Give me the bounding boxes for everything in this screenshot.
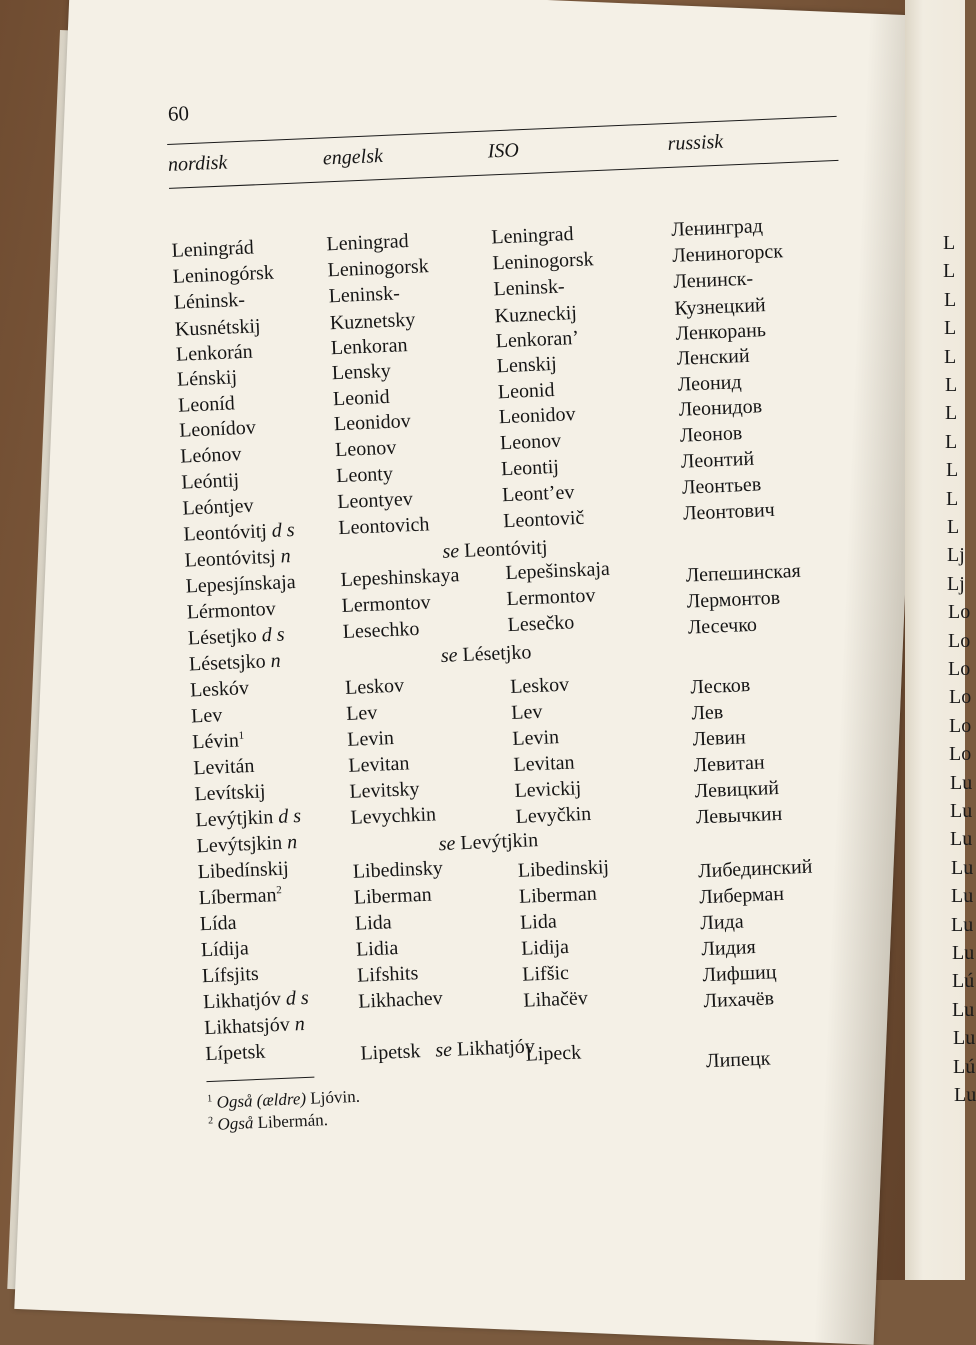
entry-engelsk: Liberman [353,883,433,909]
entry-russisk: Лениногорск [671,240,784,267]
nordisk-term: Lenkorán [175,340,254,366]
entry-russisk: Ленкорань [675,319,767,345]
see-reference [440,641,531,668]
facing-page-fragment: Lo [948,629,971,652]
facing-page-fragment: Lu [952,942,975,964]
nordisk-term: Leonídov [178,416,257,442]
entry-russisk: Ленинск- [672,267,754,293]
nordisk-term: Levítskij [193,780,266,806]
entry-iso: Leninsk- [493,275,566,301]
facing-page-fragment: L [946,487,959,510]
entry-engelsk: Leskov [344,674,405,699]
usage-tag: n [280,545,292,568]
entry-russisk: Лесков [689,674,751,699]
entry-iso: Liberman [518,882,598,908]
entry-russisk: Левин [692,726,747,751]
column-header-russisk: russisk [667,130,724,155]
entry-russisk: Либерман [698,882,785,909]
nordisk-term: Líberman [198,884,277,910]
entry-nordisk [179,417,257,443]
entry-russisk: Липецк [705,1047,771,1073]
column-header-iso: ISO [487,139,520,163]
entry-nordisk [196,831,297,858]
facing-page-fragment: Lo [949,743,972,766]
see-target: Lésetjko [457,641,532,667]
see-target: Likhatjóv [451,1035,536,1061]
entry-engelsk: Lepeshinskaya [340,564,460,592]
facing-page-fragment: Lj [947,572,965,595]
entry-iso: Levickij [514,777,582,802]
entry-nordisk [192,729,245,754]
facing-page-fragment: Lu [951,913,974,936]
entry-nordisk [172,262,274,289]
entry-russisk: Лермонтов [686,586,781,613]
facing-page-fragment: L [946,459,959,482]
see-reference [438,829,538,856]
entry-russisk: Кузнецкий [674,294,767,320]
entry-iso: Lihačëv [522,987,589,1012]
footnote [207,1087,360,1113]
entry-nordisk [184,545,291,572]
entry-russisk: Лифшиц [701,961,777,987]
entry-russisk: Левицкий [694,776,780,803]
entry-iso: Leonov [499,429,562,455]
entry-engelsk: Lifshits [356,962,419,987]
facing-page-fragment: Lú [952,970,975,993]
entry-iso: Lenskij [496,352,558,378]
nordisk-term: Likhatjóv [202,987,282,1014]
entry-nordisk [185,571,296,599]
usage-tag: n [286,831,298,854]
usage-tag: n [270,649,282,673]
entry-nordisk [203,987,309,1014]
entry-nordisk [201,937,250,962]
entry-nordisk [191,704,223,728]
facing-page-fragment: Lu [950,828,973,851]
entry-iso: Levin [511,726,560,751]
facing-page-fragment: Lu [954,1084,976,1106]
page-content [165,63,899,1151]
entry-engelsk: Likhachev [357,987,444,1013]
nordisk-term: Leninogórsk [172,261,275,288]
entry-engelsk: Kuznetsky [329,308,416,335]
entry-nordisk [182,495,254,521]
entry-iso: Leninogorsk [492,248,594,275]
facing-page-fragment: Lú [953,1055,976,1078]
facing-page-fragment: Lu [951,856,974,879]
entry-engelsk: Lermontov [341,591,431,618]
see-keyword: se [440,644,458,667]
entry-engelsk: Lesechko [342,617,420,644]
entry-nordisk [190,677,250,702]
entry-nordisk [187,623,285,650]
facing-page-fragment: Lu [953,1027,976,1050]
facing-page-fragment: L [945,430,958,453]
nordisk-term: Lífsjits [201,962,260,988]
entry-engelsk: Levitsky [349,777,420,803]
see-keyword: se [438,832,456,856]
facing-page-fragment: Lo [949,714,972,737]
entry-iso: Lifšic [521,961,570,986]
nordisk-term: Lípetsk [204,1040,266,1066]
usage-tag: d s [285,986,310,1010]
facing-page-fragment: Lo [948,658,971,680]
entry-russisk: Леонов [679,422,743,447]
entry-iso: Lev [510,700,543,725]
nordisk-term: Lévin [191,729,240,754]
entry-nordisk [175,315,261,342]
entry-iso: Lesečko [507,611,575,637]
footnote-text: Ljóvin. [309,1086,361,1108]
see-keyword: se [442,540,460,563]
see-target: Leontóvitj [458,536,548,563]
entry-russisk: Лепешинская [685,559,802,587]
entry-engelsk: Levitan [347,752,410,777]
nordisk-term: Levitán [192,754,255,780]
footnote-marker: 2 [276,884,283,897]
entry-russisk: Лев [691,701,724,725]
entry-engelsk: Leonov [334,436,397,462]
entry-engelsk: Lidia [355,936,399,961]
entry-russisk: Лида [699,910,745,935]
footnote-label: Også (ældre) [211,1088,311,1112]
column-header-engelsk: engelsk [322,144,384,170]
facing-page-fragment: Lo [948,601,971,624]
entry-nordisk [186,598,276,625]
entry-iso: Leningrad [490,223,574,249]
entry-russisk: Ленинград [670,215,764,241]
footnote [208,1110,328,1135]
entry-russisk: Леонид [677,371,743,396]
entry-engelsk: Leonid [332,385,391,411]
entry-nordisk [181,469,240,494]
facing-page-fragment: Lu [951,885,974,908]
see-keyword: se [434,1038,453,1062]
nordisk-term: Leontóvitj [183,520,268,546]
entry-nordisk [177,366,238,391]
nordisk-term: Léninsk- [173,288,246,314]
nordisk-term: Leontóvitsj [184,545,277,572]
entry-russisk: Лихачёв [703,987,775,1013]
entry-russisk: Либединский [697,855,813,883]
entry-nordisk [189,650,282,677]
entry-nordisk [198,884,282,910]
entry-iso: Kuzneckij [494,301,578,328]
entry-iso: Lepešinskaja [504,557,611,585]
facing-page-fragment: Lu [952,998,975,1021]
entry-russisk: Лидия [700,936,757,961]
entry-russisk: Лесечко [687,613,758,639]
entry-russisk: Леонтьев [681,473,762,499]
nordisk-term: Leningrád [171,236,255,262]
entry-iso: Lenkoran’ [495,326,580,353]
facing-page-fragment: L [943,260,956,283]
facing-page-fragment: Lu [950,771,973,794]
entry-iso: Leontovič [502,506,585,533]
entry-russisk: Левитан [693,751,766,777]
entry-nordisk [176,341,254,367]
nordisk-term: Libedínskij [197,857,290,884]
entry-iso: Lipeck [525,1041,582,1066]
entry-nordisk [199,912,237,937]
header-rule-bottom [169,160,838,189]
entry-nordisk [173,289,245,315]
facing-page [905,0,976,1280]
nordisk-term: Levýtsjkin [196,831,283,858]
facing-page-fragment: L [944,288,957,311]
entry-engelsk: Lenkoran [330,334,408,360]
entry-engelsk: Lev [345,701,378,725]
entry-iso: Lidija [520,935,570,960]
column-header-nordisk: nordisk [167,151,228,176]
entry-engelsk: Leninogorsk [327,255,430,282]
nordisk-term: Levýtjkin [195,806,274,832]
entry-russisk: Ленский [676,344,751,370]
entry-engelsk: Leonty [335,462,394,488]
entry-nordisk [171,236,254,262]
entry-engelsk: Leontovich [337,513,430,540]
see-reference [435,1035,535,1062]
entry-iso: Libedinskij [517,856,610,882]
nordisk-term: Leóntjev [182,494,254,520]
entry-nordisk [180,443,242,469]
entry-engelsk: Lensky [331,359,392,385]
footnote-number: 1 [206,1093,213,1105]
entry-nordisk [194,780,266,806]
entry-nordisk [204,1013,305,1040]
nordisk-term: Leóntij [180,469,240,494]
entry-iso: Levyčkin [515,802,592,828]
entry-engelsk: Leontyev [336,487,414,514]
entry-russisk: Левычкин [695,802,783,829]
entry-engelsk: Levin [346,726,395,751]
nordisk-term: Kusnétskij [174,315,261,341]
facing-page-fragment: L [943,232,956,254]
nordisk-term: Lésetjko [187,624,258,650]
entry-iso: Lermontov [506,584,596,611]
usage-tag: d s [277,804,302,828]
see-reference [442,536,548,563]
footnote-rule [206,1077,314,1083]
entry-nordisk [202,963,260,988]
entry-russisk: Леонтович [682,498,776,525]
entry-iso: Lida [519,910,558,934]
footnote-label: Også [212,1113,259,1134]
nordisk-term: Lídija [200,937,250,962]
footnote-marker: 1 [238,729,245,742]
entry-engelsk: Libedinsky [352,857,444,883]
see-target: Levýtjkin [454,829,539,855]
nordisk-term: Lída [199,911,237,936]
nordisk-term: Leoníd [177,392,236,417]
entry-iso: Leonid [497,378,555,404]
footnote-number: 2 [207,1115,214,1127]
nordisk-term: Leskóv [189,677,250,702]
page-number: 60 [167,101,190,126]
entry-engelsk: Lida [354,911,393,935]
usage-tag: d s [271,518,296,542]
usage-tag: n [294,1012,306,1036]
entry-nordisk [178,392,236,417]
nordisk-term: Lésetsjko [188,650,267,676]
nordisk-term: Lev [190,704,223,728]
nordisk-term: Leónov [179,443,242,468]
nordisk-term: Lénskij [176,366,238,391]
facing-page-fragment: L [944,345,957,368]
entry-iso: Levitan [513,751,575,776]
entry-nordisk [197,858,289,885]
entry-engelsk: Lipetsk [359,1040,421,1065]
entry-engelsk: Leningrad [326,229,410,256]
entry-iso: Leskov [509,673,570,699]
entry-iso: Leont’ev [501,481,575,507]
nordisk-term: Lepesjínskaja [185,570,297,598]
facing-page-fragment: Lu [950,800,973,822]
facing-page-fragment: Lo [949,686,972,709]
entry-engelsk: Levychkin [350,803,437,829]
entry-nordisk [195,805,301,832]
facing-page-fragment: Lj [947,544,965,567]
entry-nordisk [193,755,255,781]
facing-page-fragment: L [945,374,958,396]
entry-iso: Leonidov [498,403,576,429]
facing-page-fragment: L [944,317,957,340]
entry-russisk: Леонтий [680,447,755,473]
entry-engelsk: Leninsk- [328,282,401,308]
usage-tag: d s [261,623,285,647]
footnote-text: Libermán. [257,1110,329,1133]
entry-engelsk: Leonidov [333,410,412,436]
entry-iso: Leontij [500,455,560,481]
entry-nordisk [205,1041,266,1066]
entry-nordisk [183,519,295,547]
facing-page-fragment: L [947,516,960,538]
nordisk-term: Lérmontov [186,597,277,624]
entry-russisk: Леонидов [678,395,763,421]
nordisk-term: Likhatsjóv [203,1013,291,1040]
facing-page-fragment: L [945,402,958,425]
